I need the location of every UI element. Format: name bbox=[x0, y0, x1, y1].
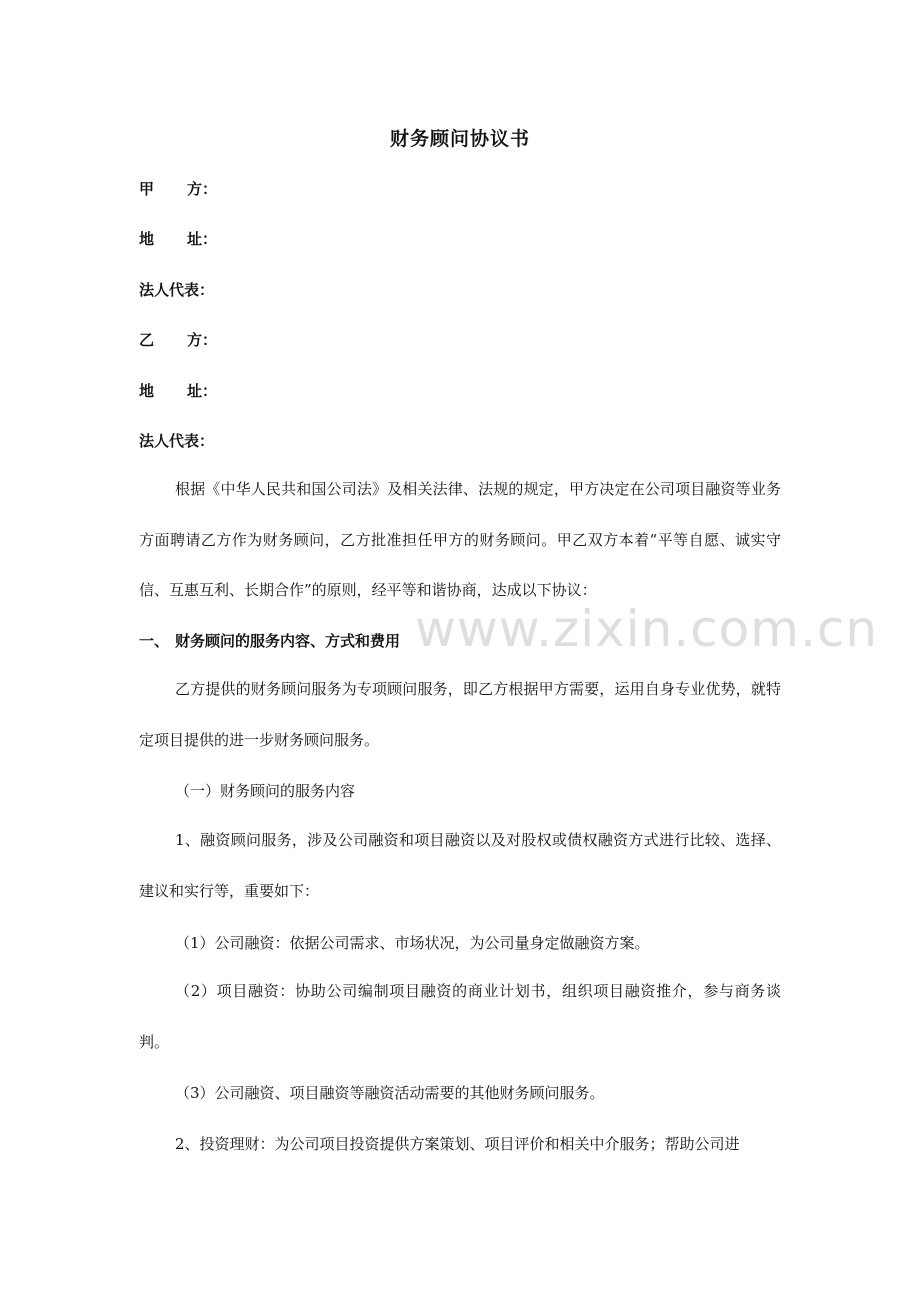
item-2-paragraph: 2、投资理财：为公司项目投资提供方案策划、项目评价和相关中介服务；帮助公司进 bbox=[175, 1135, 740, 1153]
item-1-1: （1）公司融资：依据公司需求、市场状况，为公司量身定做融资方案。 bbox=[175, 934, 650, 952]
party-b-address-field bbox=[139, 380, 217, 401]
party-b-address-label-1: 地 bbox=[139, 382, 155, 400]
party-b-label-2: 方： bbox=[187, 331, 218, 349]
item-1-paragraph: 1、融资顾问服务，涉及公司融资和项目融资以及对股权或债权融资方式进行比较、选择、建议和实行等，重要如下： bbox=[139, 831, 781, 900]
party-b-legal-rep-field: 法人代表： bbox=[139, 432, 215, 450]
item-1-3: （3）公司融资、项目融资等融资活动需要的其他财务顾问服务。 bbox=[175, 1084, 605, 1102]
watermark: www.zixin.com.cn bbox=[415, 600, 879, 658]
section-1-intro: 乙方提供的财务顾问服务为专项顾问服务，即乙方根据甲方需要，运用自身专业优势，就特定项目提供的进一步财务顾问服务。 bbox=[139, 680, 781, 749]
party-b-address-label-2: 址： bbox=[187, 382, 218, 400]
section-1-heading bbox=[139, 630, 400, 651]
subsection-1-title: （一）财务顾问的服务内容 bbox=[175, 782, 356, 800]
party-b-field bbox=[139, 329, 217, 350]
party-a-label-2: 方： bbox=[187, 180, 218, 198]
party-a-label-1: 甲 bbox=[139, 180, 155, 198]
party-a-address-label-2: 址： bbox=[187, 230, 218, 248]
section-1-title: 财务顾问的服务内容、方式和费用 bbox=[175, 632, 401, 650]
party-a-address-label-1: 地 bbox=[139, 230, 155, 248]
party-a-field bbox=[139, 178, 217, 199]
party-a-address-field bbox=[139, 228, 217, 249]
section-1-number: 一、 bbox=[139, 632, 170, 650]
party-b-label-1: 乙 bbox=[139, 331, 155, 349]
preamble-paragraph: 根据《中华人民共和国公司法》及相关法律、法规的规定，甲方决定在公司项目融资等业务方面聘请乙方作为财务顾问，乙方批准担任甲方的财务顾问。甲乙双方本着“平等自愿、诚实守信、互惠互利、长期合作”的原则，经平等和谐协商，达成以下协议： bbox=[139, 480, 781, 599]
document-title: 财务顾问协议书 bbox=[389, 128, 530, 150]
party-a-legal-rep-field: 法人代表： bbox=[139, 281, 215, 299]
item-1-2: （2）项目融资：协助公司编制项目融资的商业计划书，组织项目融资推介，参与商务谈判。 bbox=[139, 982, 781, 1051]
